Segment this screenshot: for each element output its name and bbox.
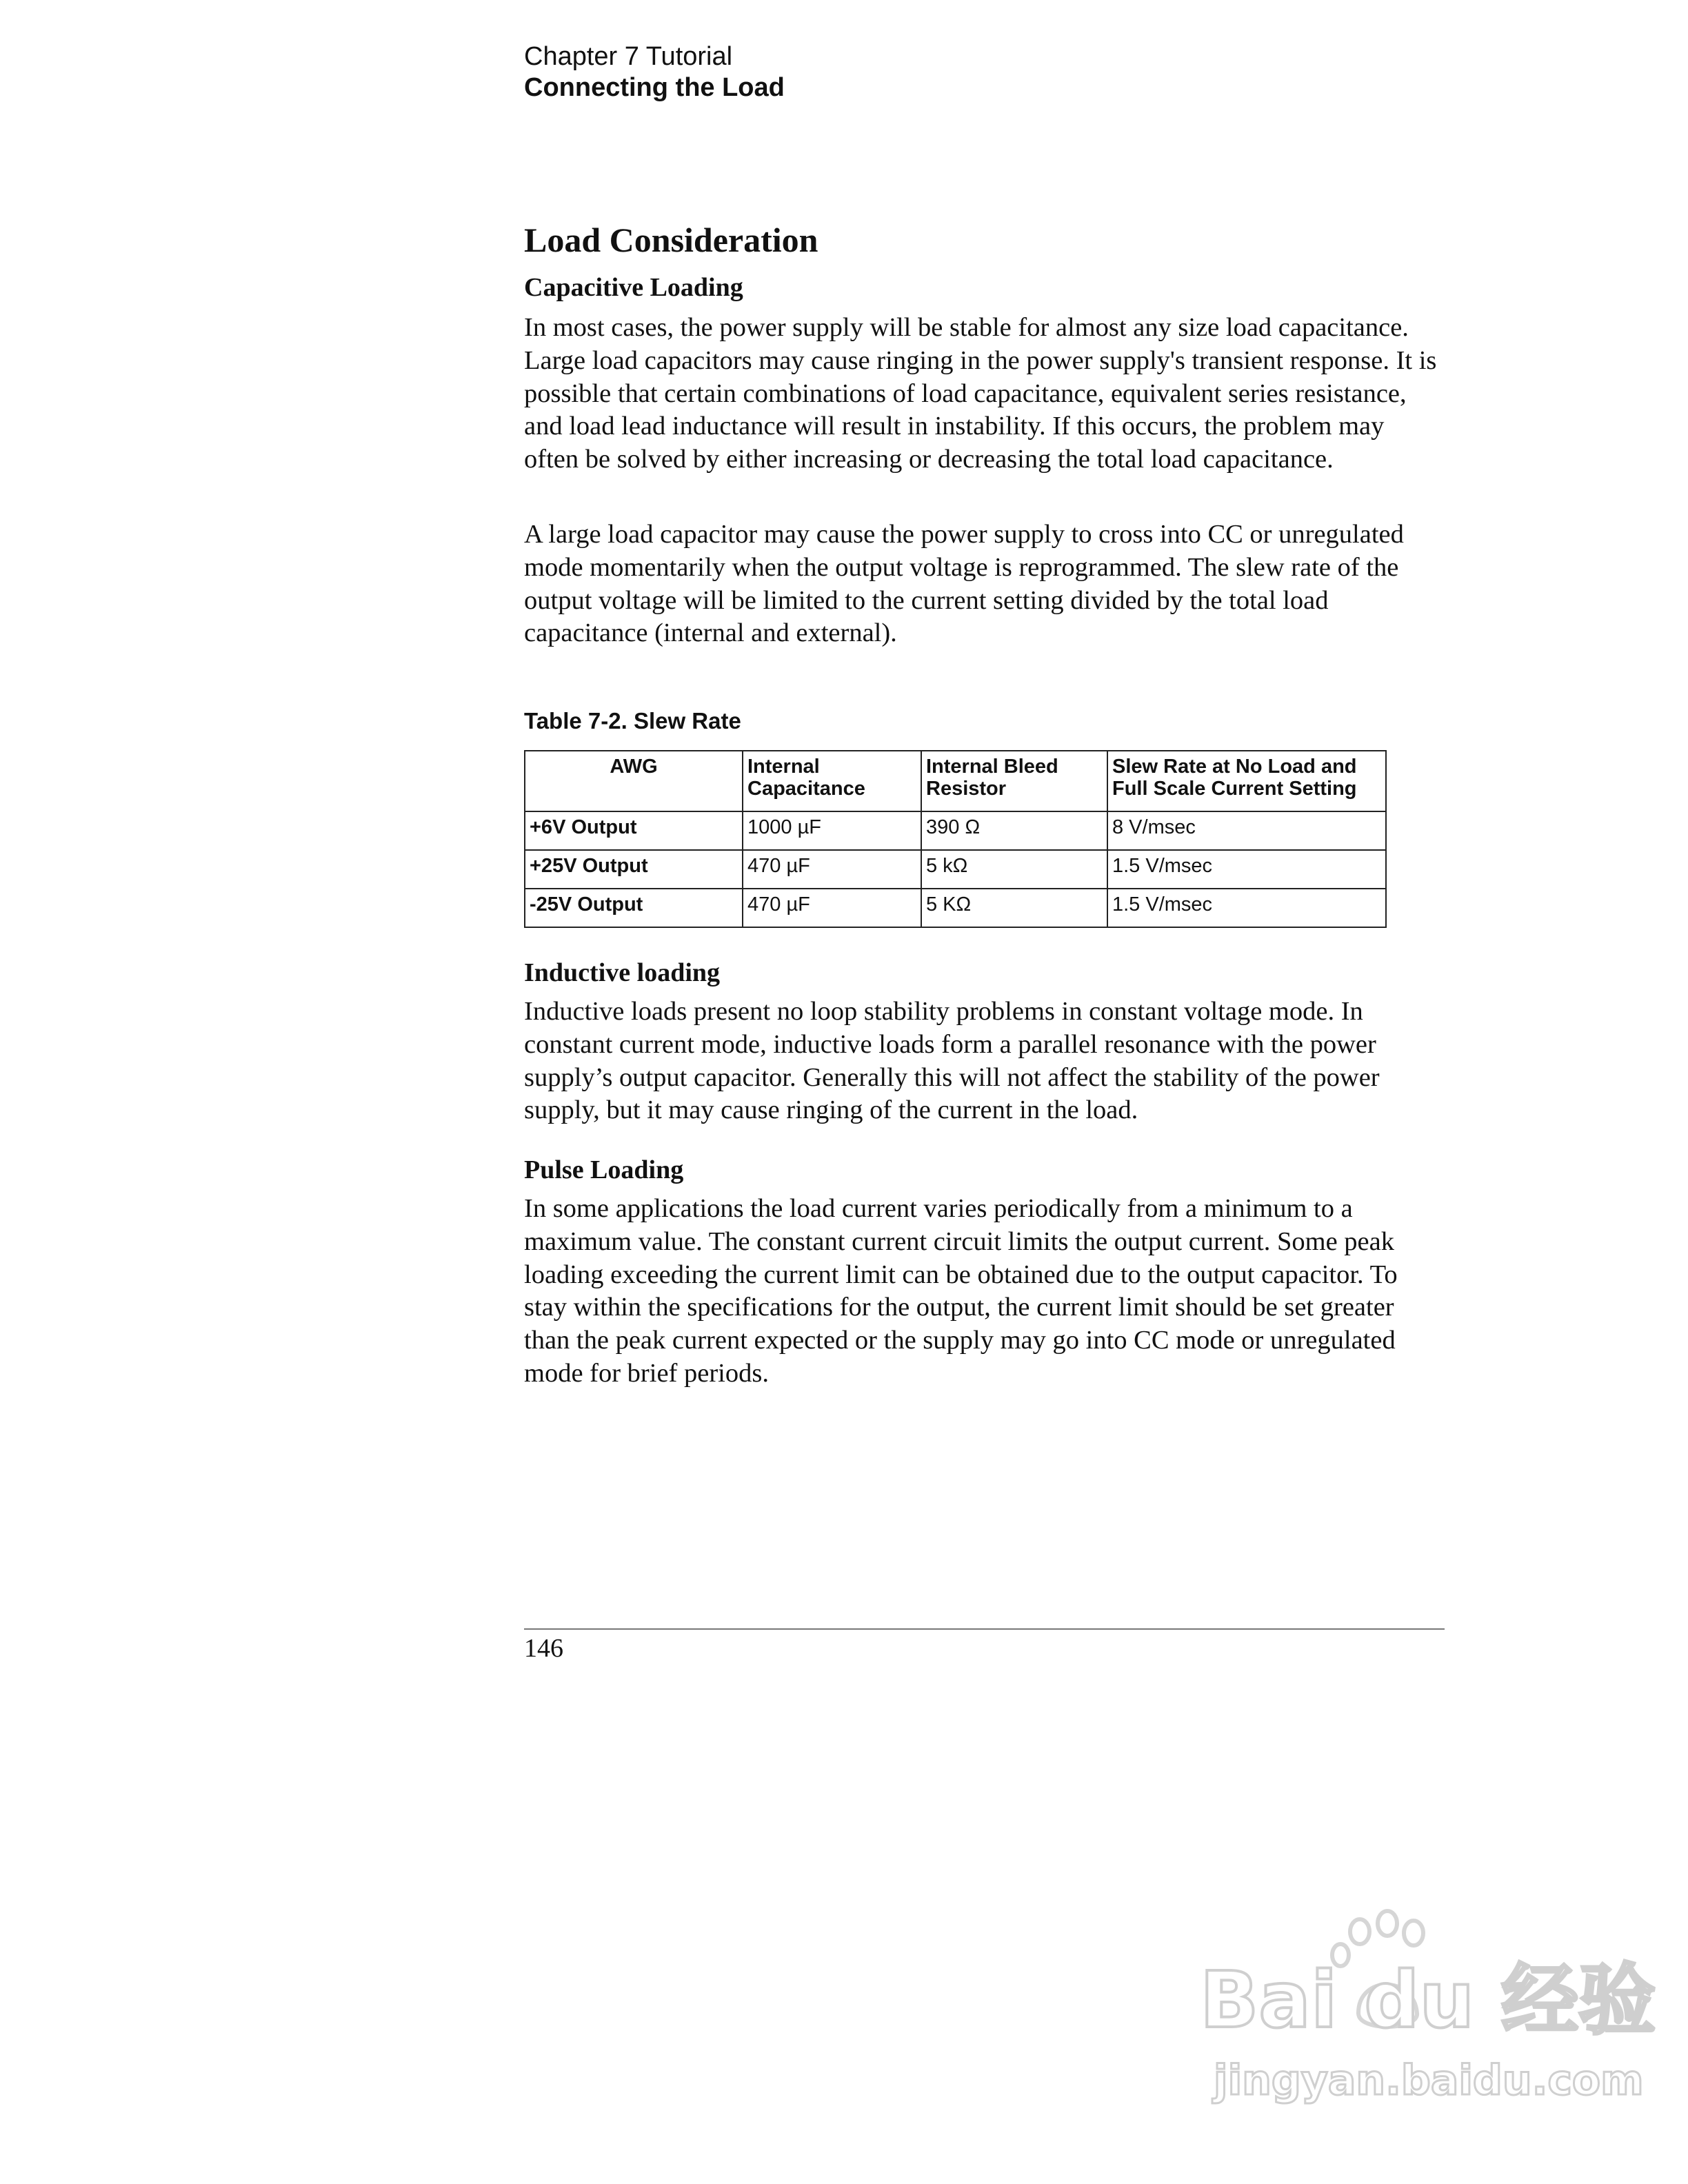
table-cell: +25V Output	[525, 850, 743, 889]
capacitive-paragraph-1: In most cases, the power supply will be stable for almost any size load capacitance. Large load capacitors may cause ringing in the power supply's transient response. It is possible that certain combinations of load capacitance, equivalent series resistance, and load lead inductance will result in instability. If this occurs, the problem may often be solved by either increasing or decreasing the total load capacitance.	[524, 313, 1437, 474]
table-cell: 5 KΩ	[921, 889, 1107, 927]
page-heading: Load Consideration	[524, 221, 818, 259]
footer-divider	[524, 1628, 1445, 1630]
table-cell: 470 µF	[743, 889, 921, 927]
table-cell: 1000 µF	[743, 811, 921, 850]
column-header: Internal Capacitance	[743, 751, 921, 811]
running-head	[524, 41, 785, 103]
section-label: Connecting the Load	[524, 73, 785, 102]
chapter-label: Chapter 7 Tutorial	[524, 42, 733, 71]
table-cell: 8 V/msec	[1107, 811, 1386, 850]
watermark-brand: Bai du 经验	[1200, 1956, 1656, 2045]
table-row	[525, 850, 1386, 889]
column-header: AWG	[525, 751, 743, 811]
capacitive-paragraph-2: A large load capacitor may cause the power supply to cross into CC or unregulated mode momentarily when the output voltage is reprogrammed. The slew rate of the output voltage will be limited to the current setting divided by the total load capacitance (internal and external).	[524, 520, 1404, 648]
pulse-loading-heading: Pulse Loading	[524, 1155, 684, 1184]
inductive-loading-heading: Inductive loading	[524, 958, 721, 987]
capacitive-loading-heading: Capacitive Loading	[524, 273, 743, 302]
table-row	[525, 889, 1386, 927]
table-cell: +6V Output	[525, 811, 743, 850]
slew-rate-table	[524, 750, 1387, 928]
table-cell: 1.5 V/msec	[1107, 850, 1386, 889]
table-header-row	[525, 751, 1386, 811]
table-caption: Table 7-2. Slew Rate	[524, 708, 741, 734]
table-cell: 5 kΩ	[921, 850, 1107, 889]
table-cell: 470 µF	[743, 850, 921, 889]
table-cell: 390 Ω	[921, 811, 1107, 850]
column-header: Slew Rate at No Load and Full Scale Current Setting	[1107, 751, 1386, 811]
column-header: Internal Bleed Resistor	[921, 751, 1107, 811]
table-cell: -25V Output	[525, 889, 743, 927]
table-cell: 1.5 V/msec	[1107, 889, 1386, 927]
pulse-paragraph: In some applications the load current varies periodically from a minimum to a maximum value. The constant current circuit limits the output current. Some peak loading exceeding the current limit can be obtained due to the output capacitor. To stay within the specifications for the output, the current limit should be set greater than the peak current expected or the supply may go into CC mode or unregulated mode for brief periods.	[524, 1194, 1398, 1388]
watermark-url: jingyan.baidu.com	[1214, 2056, 1644, 2105]
baidu-watermark	[1186, 1910, 1656, 2116]
page-number: 146	[524, 1634, 563, 1663]
inductive-paragraph: Inductive loads present no loop stability problems in constant voltage mode. In constant current mode, inductive loads form a parallel resonance with the power supply’s output capacitor. Generally this will not affect the stability of the power supply, but it may cause ringing of the current in the load.	[524, 997, 1380, 1125]
table-row	[525, 811, 1386, 850]
